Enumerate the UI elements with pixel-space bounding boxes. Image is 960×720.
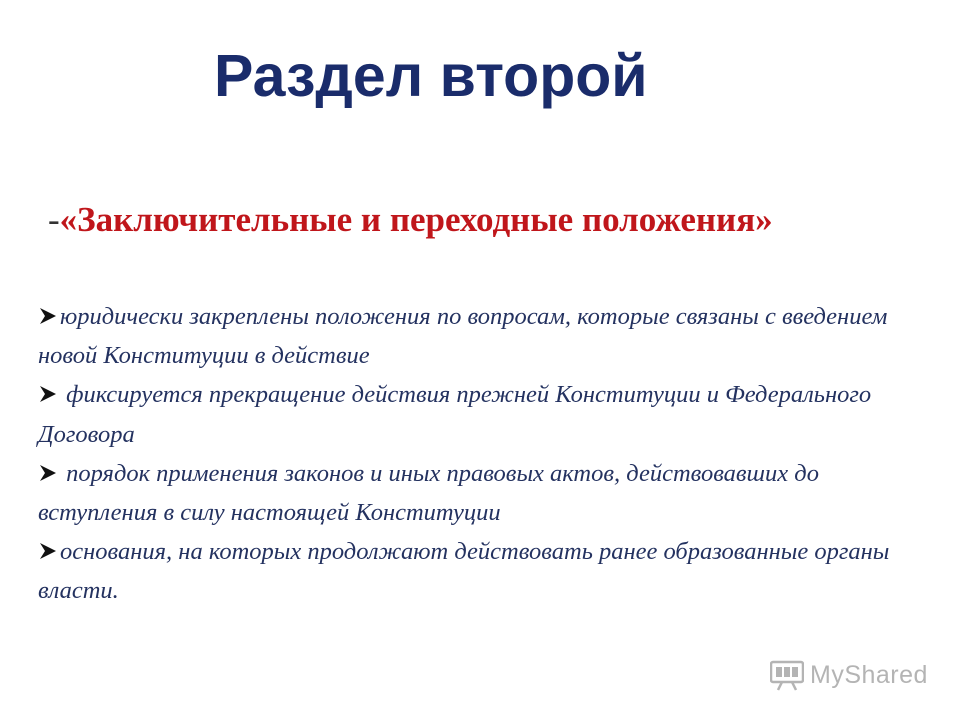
bullet-list (38, 297, 943, 611)
watermark-text: MyShared (810, 660, 928, 689)
bullet-item (38, 532, 943, 610)
bullet-text: основания, на которых продолжают действовать ранее образованные органы власти. (38, 538, 890, 605)
presentation-board-icon (770, 659, 804, 691)
bullet-item (38, 375, 943, 453)
subtitle-text: «Заключительные и переходные положения» (59, 200, 773, 239)
bullet-item (38, 297, 943, 375)
watermark-logo (770, 657, 928, 693)
arrow-bullet-icon (38, 463, 58, 483)
bullet-item (38, 454, 943, 532)
arrow-bullet-icon (38, 384, 58, 404)
subtitle-dash: - (48, 200, 60, 239)
bullet-text: юридически закреплены положения по вопросам, которые связаны с введением новой Конституции в действие (38, 303, 888, 370)
arrow-bullet-icon (38, 541, 58, 561)
slide-title: Раздел второй (214, 43, 648, 109)
arrow-bullet-icon (38, 306, 58, 326)
bullet-text: порядок применения законов и иных правовых актов, действовавших до вступления в силу настоящей Конституции (38, 459, 819, 527)
slide-subtitle (48, 196, 773, 244)
bullet-text: фиксируется прекращение действия прежней Конституции и Федерального Договора (38, 381, 872, 448)
